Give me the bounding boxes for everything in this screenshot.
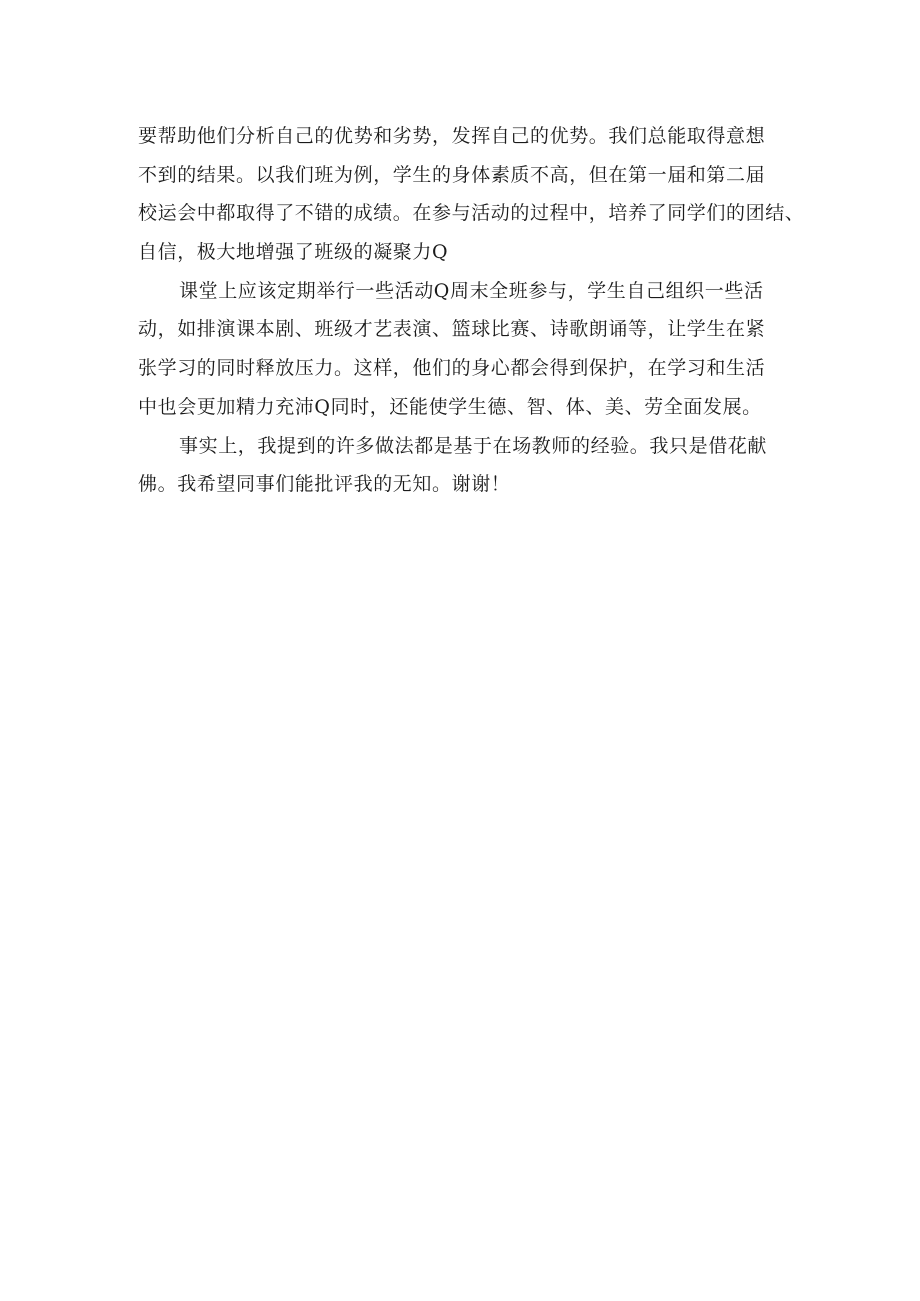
paragraph-line: 要帮助他们分析自己的优势和劣势，发挥自己的优势。我们总能取得意想 — [138, 125, 766, 147]
paragraph-line: 事实上，我提到的许多做法都是基于在场教师的经验。我只是借花献 — [179, 434, 768, 457]
paragraph-3 — [138, 427, 828, 504]
paragraph-line: 自信，极大地增强了班级的凝聚力Q — [138, 241, 449, 264]
paragraph-2 — [138, 272, 828, 427]
paragraph-line: 动，如排演课本剧、班级才艺表演、篮球比赛、诗歌朗诵等，让学生在紧 — [138, 318, 766, 341]
paragraph-line: 佛。我希望同事们能批评我的无知。谢谢！ — [138, 473, 511, 496]
paragraph-line: 张学习的同时释放压力。这样，他们的身心都会得到保护，在学习和生活 — [138, 357, 766, 380]
document-body — [138, 117, 828, 504]
paragraph-line: 不到的结果。以我们班为例，学生的身体素质不高，但在第一届和第二届 — [138, 163, 766, 186]
paragraph-line: 校运会中都取得了不错的成绩。在参与活动的过程中，培养了同学们的团结、 — [138, 202, 805, 225]
paragraph-line: 课堂上应该定期举行一些活动Q周末全班参与，学生自己组织一些活 — [179, 279, 764, 302]
paragraph-line: 中也会更加精力充沛Q同时，还能使学生德、智、体、美、劳全面发展。 — [138, 395, 762, 418]
paragraph-1 — [138, 117, 828, 272]
